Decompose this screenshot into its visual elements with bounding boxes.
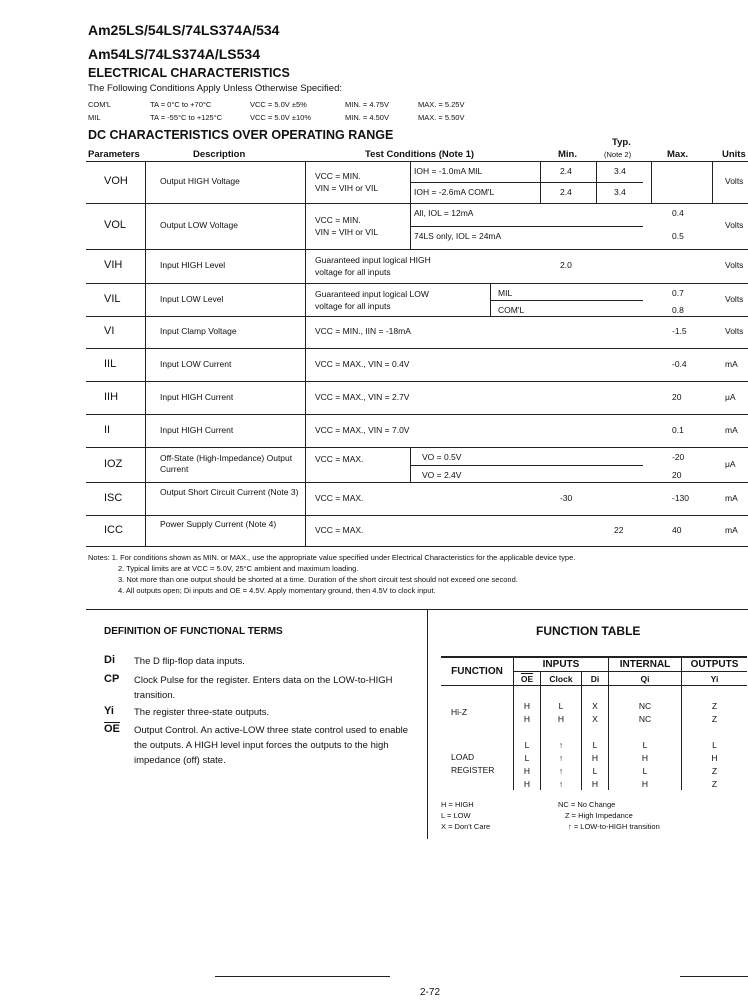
ft-head-qi: Qi	[609, 672, 682, 686]
function-label: Hi-Z	[441, 699, 514, 725]
value-min: 2.4	[560, 187, 572, 197]
param-description: Input Clamp Voltage	[160, 326, 237, 336]
param-symbol: VOH	[104, 175, 128, 187]
legend-z: Z = High Impedance	[565, 811, 633, 820]
function-label: LOAD REGISTER	[441, 738, 514, 790]
param-description: Output Short Circuit Current (Note 3)	[160, 486, 299, 497]
value-max: 20	[672, 469, 682, 480]
function-table-row	[441, 738, 747, 751]
com-row-max: MAX. = 5.25V	[418, 100, 465, 109]
test-subcondition: IOH = -1.0mA MIL	[414, 166, 483, 176]
test-condition: VCC = MAX., VIN = 2.7V	[315, 391, 410, 402]
function-cell: H	[514, 699, 541, 712]
param-description: Input HIGH Level	[160, 260, 226, 270]
ft-head-inputs: INPUTS	[514, 657, 609, 672]
test-condition: VCC = MIN.	[315, 215, 361, 225]
mil-row-vcc: VCC = 5.0V ±10%	[250, 113, 312, 122]
test-condition: Guaranteed input logical HIGH	[315, 255, 431, 265]
function-cell: Z	[711, 765, 718, 776]
footer-rule-right	[680, 976, 748, 977]
mil-row-max: MAX. = 5.50V	[418, 113, 465, 122]
test-condition: VCC = MAX., VIN = 7.0V	[315, 424, 410, 435]
table-vline-2	[305, 161, 306, 546]
value-units: Volts	[725, 220, 744, 230]
value-typ: 3.4	[614, 166, 626, 176]
function-cell: H	[582, 751, 609, 764]
test-condition: VCC = MIN.	[315, 171, 361, 181]
value-max: 0.7	[672, 288, 684, 298]
param-description: Input LOW Current	[160, 358, 232, 369]
param-symbol: IOZ	[104, 457, 123, 470]
function-cell: H	[514, 777, 541, 790]
table-vline-1	[145, 161, 146, 546]
page-number: 2-72	[420, 987, 441, 998]
value-units: mA	[725, 358, 738, 369]
ft-head-di: Di	[582, 672, 609, 686]
test-subcondition: IOH = -2.6mA COM'L	[414, 187, 495, 197]
test-condition: VCC = MIN., IIN = -18mA	[315, 326, 411, 336]
param-description: Input HIGH Current	[160, 391, 234, 402]
row-rule	[86, 515, 748, 516]
table-vline	[712, 161, 713, 203]
param-description: Output LOW Voltage	[160, 220, 238, 230]
device-title-1: Am25LS/54LS/74LS374A/534	[88, 22, 280, 38]
value-max: 40	[672, 524, 682, 535]
mil-row-min: MIN. = 4.50V	[345, 113, 389, 122]
param-description: Output HIGH Voltage	[160, 176, 240, 186]
com-row-label: COM'L	[88, 100, 112, 109]
table-vline	[410, 161, 411, 203]
legend-l: L = LOW	[441, 811, 471, 820]
table-bottom-rule	[86, 546, 748, 547]
test-condition: VIN = VIH or VIL	[315, 227, 379, 237]
col-max: Max.	[667, 149, 689, 160]
function-cell: L	[582, 738, 609, 751]
row-rule	[86, 249, 748, 250]
definitions-heading: DEFINITION OF FUNCTIONAL TERMS	[104, 626, 283, 637]
ft-head-internal: INTERNAL	[609, 657, 682, 672]
row-rule	[86, 203, 748, 204]
def-text-cp: Clock Pulse for the register. Enters data on the LOW-to-HIGH transition.	[134, 675, 393, 701]
function-cell: Z	[711, 713, 718, 724]
value-max: 0.8	[672, 304, 684, 315]
function-cell: ↑	[541, 738, 582, 751]
sub-rule	[410, 182, 643, 183]
def-text-di: The D flip-flop data inputs.	[134, 656, 245, 667]
def-term-oe: $\overline{OE}$	[104, 723, 120, 735]
function-cell: H	[514, 712, 541, 725]
def-term-cp: CP	[104, 673, 120, 685]
test-condition: VCC = MAX., VIN = 0.4V	[315, 358, 410, 369]
table-vline	[410, 447, 411, 482]
value-max: 0.5	[672, 231, 684, 241]
function-cell: L	[609, 738, 682, 751]
function-cell: H	[609, 751, 682, 764]
value-max: 20	[672, 391, 682, 402]
table-vline	[596, 161, 597, 203]
com-row-min: MIN. = 4.75V	[345, 100, 389, 109]
value-min: 2.0	[560, 260, 572, 270]
mil-row-label: MIL	[88, 113, 101, 122]
ft-head-function: FUNCTION	[441, 657, 514, 686]
function-cell: ↑	[541, 751, 582, 764]
function-cell: ↑	[541, 764, 582, 777]
ft-head-yi: Yi	[710, 673, 719, 684]
com-row-vcc: VCC = 5.0V ±5%	[250, 100, 307, 109]
test-subcondition: VO = 0.5V	[422, 452, 462, 462]
value-min: 2.4	[560, 166, 572, 176]
col-typ-note: (Note 2)	[604, 150, 632, 159]
footer-rule-left	[215, 976, 390, 977]
col-description: Description	[193, 149, 246, 160]
lower-top-rule	[86, 609, 748, 610]
function-cell: ↑	[541, 777, 582, 790]
function-cell: L	[582, 764, 609, 777]
value-max: 0.1	[672, 424, 684, 435]
sub-rule	[490, 300, 643, 301]
param-symbol: ICC	[104, 523, 123, 536]
value-typ: 3.4	[614, 187, 626, 197]
legend-h: H = HIGH	[441, 800, 474, 809]
value-units: Volts	[725, 176, 744, 186]
value-typ: 22	[614, 524, 624, 535]
function-table-heading: FUNCTION TABLE	[536, 624, 641, 638]
com-row-ta: TA = 0°C to +70°C	[150, 100, 212, 109]
param-description: Input LOW Level	[160, 293, 224, 304]
col-units: Units	[722, 149, 746, 160]
param-symbol: ISC	[104, 491, 123, 504]
value-units: mA	[725, 424, 738, 435]
function-cell: X	[582, 712, 609, 725]
conditions-intro: The Following Conditions Apply Unless Otherwise Specified:	[88, 83, 342, 94]
row-rule	[86, 381, 748, 382]
param-description: Power Supply Current (Note 4)	[160, 518, 277, 529]
param-symbol: VIH	[104, 259, 123, 271]
value-max: -130	[672, 492, 690, 503]
row-rule	[86, 482, 748, 483]
function-cell: H	[711, 752, 718, 763]
value-units: mA	[725, 524, 738, 535]
table-vline	[540, 161, 541, 203]
function-cell: NC	[609, 699, 682, 712]
legend-arrow: ↑ = LOW-to-HIGH transition	[568, 822, 660, 831]
test-condition: VIN = VIH or VIL	[315, 183, 379, 193]
col-typ: Typ.	[612, 137, 631, 148]
test-condition: VCC = MAX.	[315, 492, 364, 503]
value-units: Volts	[725, 260, 744, 270]
mil-row-ta: TA = -55°C to +125°C	[150, 113, 223, 122]
value-max: 0.4	[672, 208, 684, 218]
test-subcondition: 74LS only, IOL = 24mA	[414, 231, 502, 241]
row-rule	[86, 414, 748, 415]
note-3: 3. Not more than one output should be shorted at a time. Duration of the short circuit test should not exceed one second.	[118, 575, 518, 584]
note-2: 2. Typical limits are at VCC = 5.0V, 25°C ambient and maximum loading.	[118, 564, 359, 573]
function-cell: L	[712, 739, 717, 750]
value-units: μA	[725, 391, 736, 402]
param-description: Off-State (High-Impedance) Output Current	[160, 452, 293, 474]
test-subcondition: VO = 2.4V	[422, 469, 462, 480]
test-condition: voltage for all inputs	[315, 267, 391, 277]
function-cell: Z	[711, 700, 718, 711]
dc-characteristics-heading: DC CHARACTERISTICS OVER OPERATING RANGE	[88, 128, 394, 142]
param-symbol: VI	[104, 325, 115, 337]
function-cell: X	[582, 699, 609, 712]
param-symbol: IIL	[104, 357, 117, 370]
sub-rule	[410, 465, 643, 466]
test-subcondition: MIL	[498, 288, 513, 298]
row-rule	[86, 283, 748, 284]
value-min: -30	[560, 492, 573, 503]
ft-head-oe: $\overline{OE}$	[514, 672, 541, 686]
test-condition: VCC = MAX.	[315, 524, 364, 535]
col-min: Min.	[558, 149, 577, 160]
electrical-characteristics-heading: ELECTRICAL CHARACTERISTICS	[88, 66, 290, 80]
note-1: Notes: 1. For conditions shown as MIN. or MAX., use the appropriate value specified under Electrical Characteristics for the applicable device type.	[88, 553, 576, 562]
function-table	[441, 656, 747, 790]
table-vline	[410, 203, 411, 249]
def-text-oe: Output Control. An active-LOW three state control used to enable the outputs. A HIGH level input forces the outputs to the high impedance (off) state.	[134, 725, 409, 766]
table-top-rule	[86, 161, 748, 162]
param-symbol: IIH	[104, 390, 119, 403]
function-cell: H	[609, 777, 682, 790]
value-units: Volts	[725, 326, 744, 336]
param-symbol: VIL	[104, 292, 121, 305]
value-max: -1.5	[672, 326, 687, 336]
def-text-yi: The register three-state outputs.	[134, 707, 270, 718]
param-symbol: VOL	[104, 219, 127, 231]
def-term-di: Di	[104, 654, 115, 666]
function-cell: L	[514, 751, 541, 764]
value-max: -0.4	[672, 358, 687, 369]
function-cell: L	[541, 699, 582, 712]
col-test-conditions: Test Conditions (Note 1)	[365, 149, 475, 160]
col-parameters: Parameters	[88, 149, 140, 160]
device-title-2: Am54LS/74LS374A/LS534	[88, 46, 260, 62]
sub-rule	[410, 226, 643, 227]
function-cell: H	[514, 764, 541, 777]
param-description: Input HIGH Current	[160, 424, 234, 435]
function-cell: H	[582, 777, 609, 790]
value-units: μA	[725, 458, 736, 469]
row-rule	[86, 316, 748, 317]
row-rule	[86, 348, 748, 349]
function-cell: H	[541, 712, 582, 725]
table-vline	[490, 283, 491, 316]
function-cell: NC	[609, 712, 682, 725]
note-4: 4. All outputs open; Di inputs and OE = 4.5V. Apply momentary ground, then 4.5V to clock input.	[118, 586, 436, 595]
legend-nc: NC = No Change	[558, 800, 616, 809]
param-symbol: II	[104, 423, 111, 436]
value-units: Volts	[725, 293, 744, 304]
test-condition: Guaranteed input logical LOW	[315, 288, 429, 299]
function-table-row	[441, 699, 747, 712]
ft-head-clock: Clock	[541, 672, 582, 686]
table-vline	[651, 161, 652, 203]
function-cell: Z	[711, 778, 718, 789]
value-max: -20	[672, 452, 685, 462]
ft-head-outputs: OUTPUTS	[682, 657, 748, 672]
test-subcondition: All, IOL = 12mA	[414, 208, 474, 218]
legend-x: X = Don't Care	[441, 822, 491, 831]
row-rule	[86, 447, 748, 448]
test-subcondition: COM'L	[498, 304, 525, 315]
function-cell: L	[609, 764, 682, 777]
test-condition: VCC = MAX.	[315, 453, 364, 464]
function-cell: L	[514, 738, 541, 751]
lower-divider	[427, 609, 428, 839]
def-term-yi: Yi	[104, 705, 114, 717]
test-condition: voltage for all inputs	[315, 300, 391, 311]
value-units: mA	[725, 492, 738, 503]
